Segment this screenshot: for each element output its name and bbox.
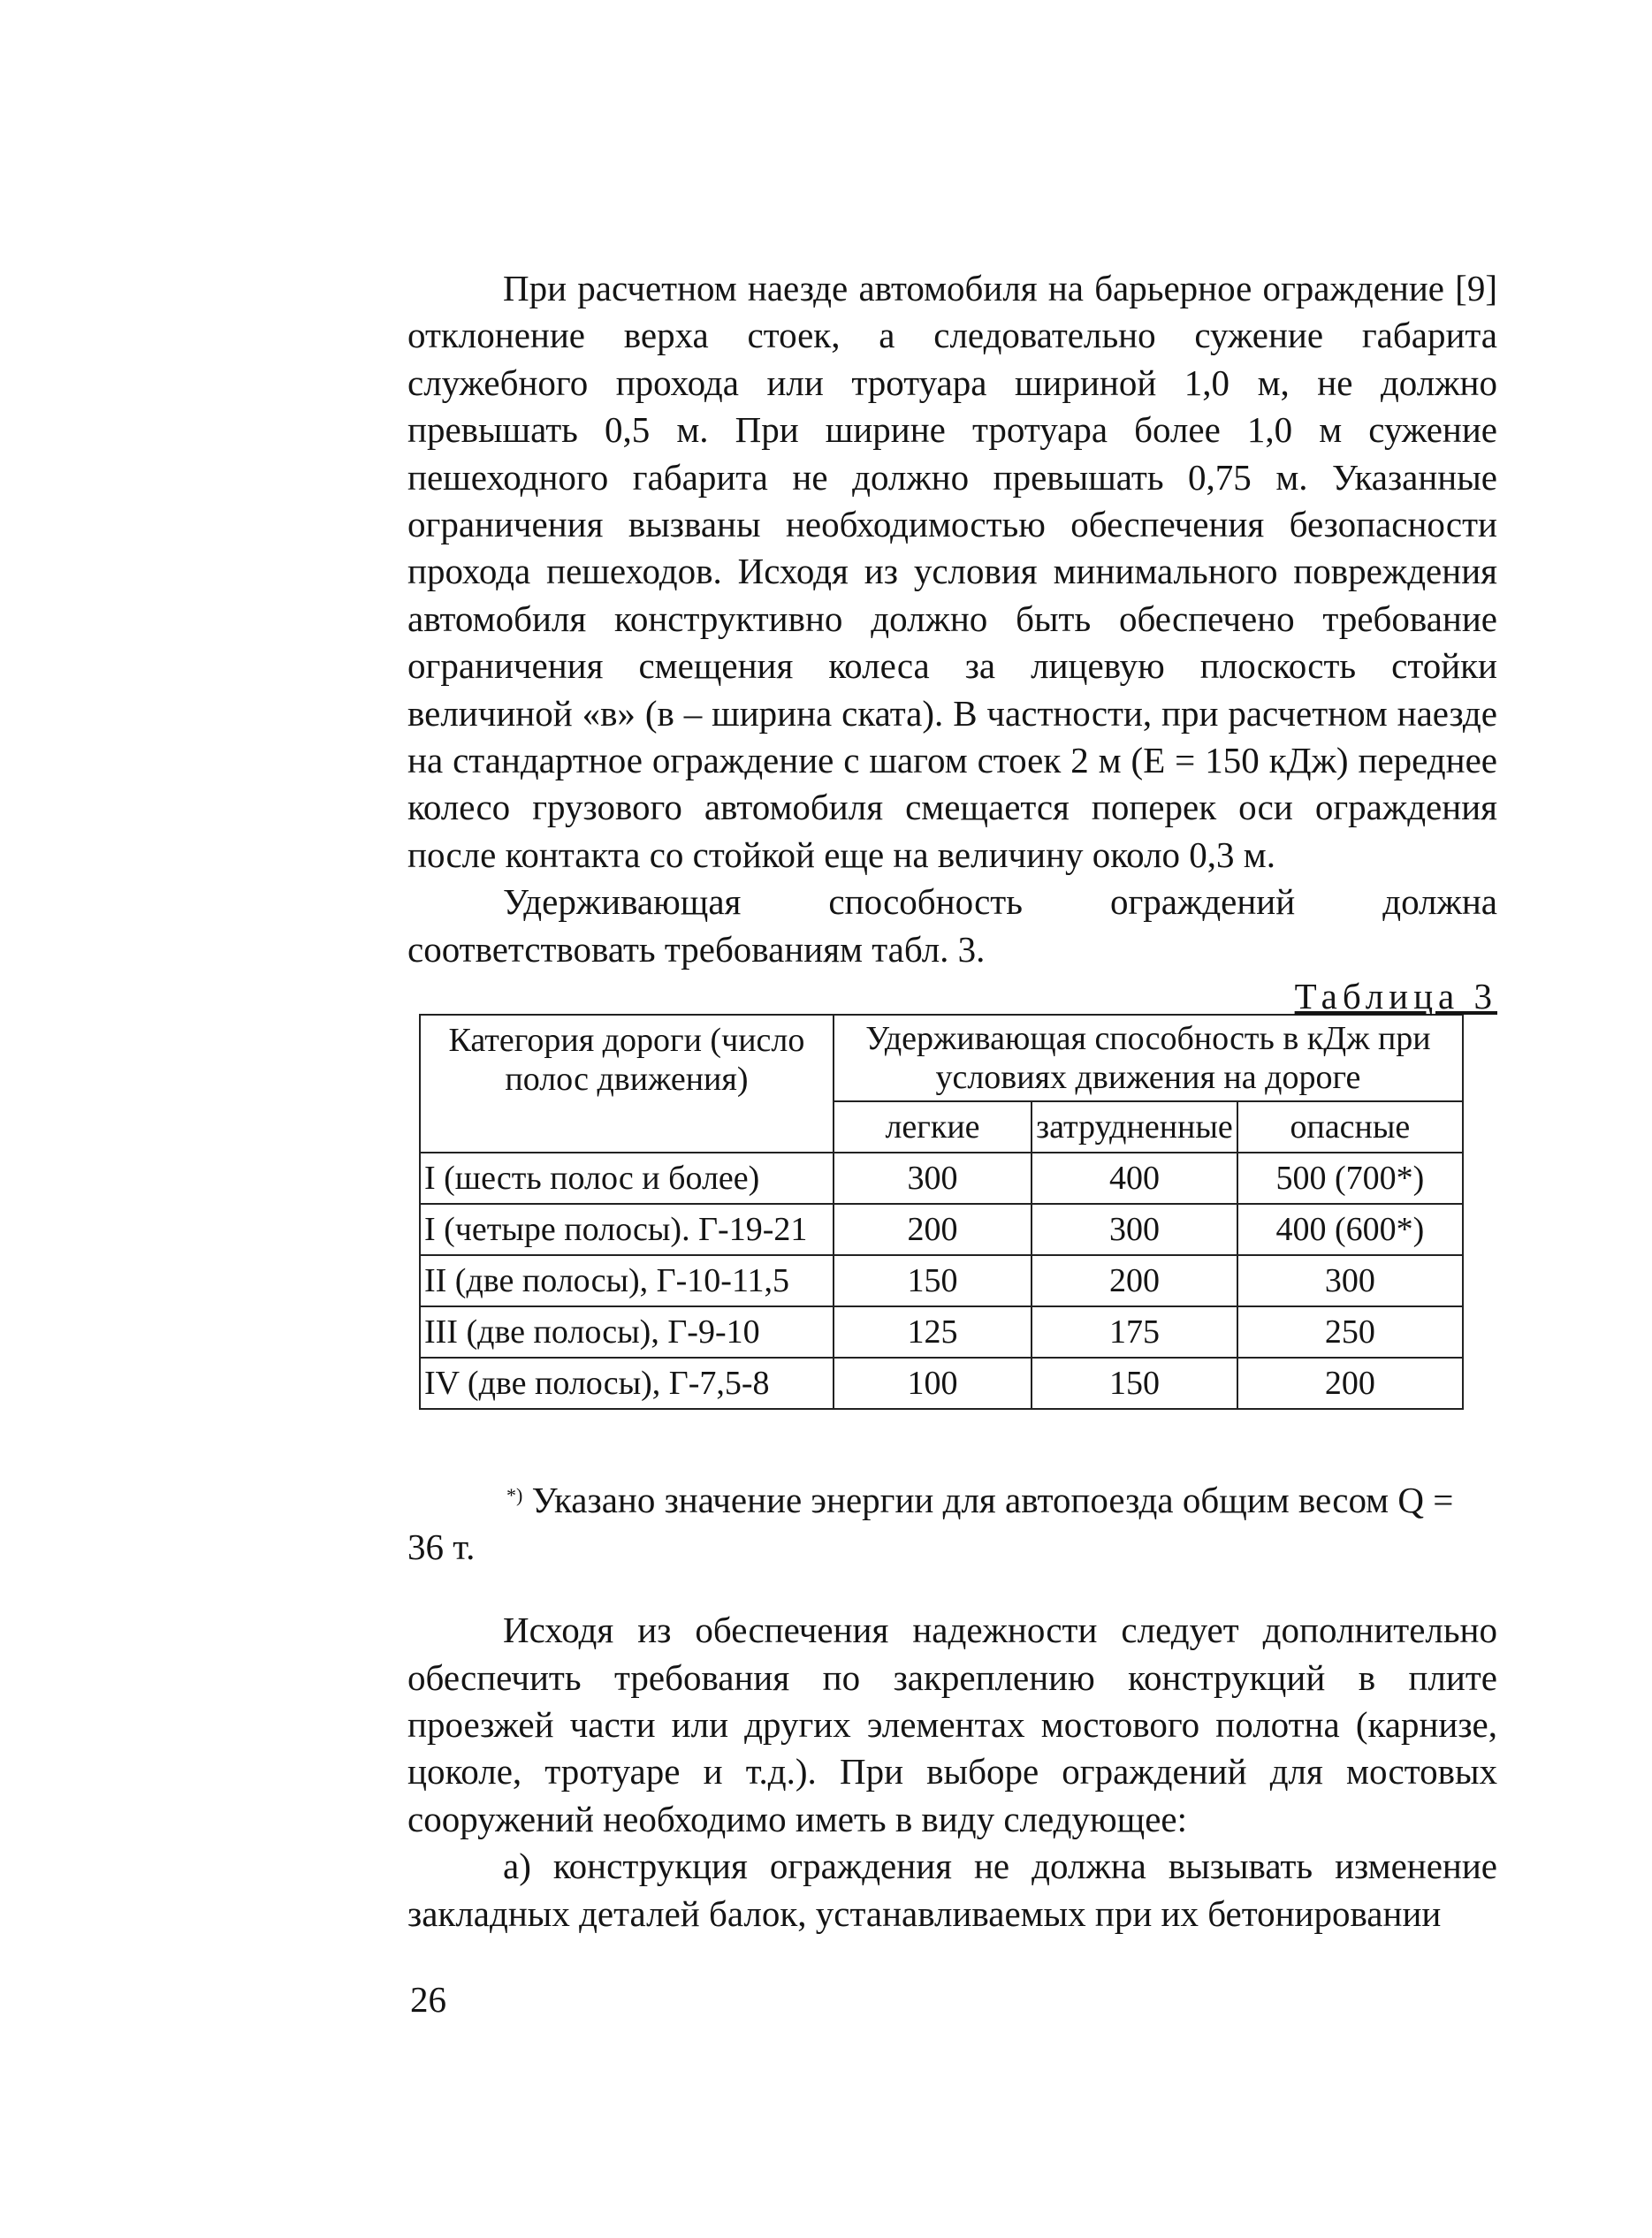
footnote bbox=[407, 1472, 1497, 1571]
paragraph-barrier-deflection: При расчетном наезде автомобиля на барьерное ограждение [9] отклонение верха стоек, а следовательно сужение габарита служебного прохода или тротуара шириной 1,0 м, не должно превышать 0,5 м. При ширине тротуара более 1,0 м сужение пешеходного габарита не должно превышать 0,75 м. Указанные ограничения вызваны необходимостью обеспечения безопасности прохода пешеходов. Исходя из условия минимального повреждения автомобиля конструктивно должно быть обеспечено требование ограничения смещения колеса за лицевую плоскость стойки величиной «в» (в – ширина ската). В частности, при расчетном наезде на стандартное ограждение с шагом стоек 2 м (Е = 150 кДж) переднее колесо грузового автомобиля смещается поперек оси ограждения после контакта со стойкой еще на величину около 0,3 м. bbox=[407, 268, 1497, 875]
subheader-difficult: затрудненные bbox=[1032, 1101, 1237, 1153]
cell-light: 125 bbox=[834, 1306, 1032, 1358]
cell-dangerous: 250 bbox=[1237, 1306, 1463, 1358]
document-page bbox=[407, 265, 1497, 1937]
cell-difficult: 150 bbox=[1032, 1358, 1237, 1409]
cell-difficult: 200 bbox=[1032, 1255, 1237, 1306]
cell-light: 300 bbox=[834, 1153, 1032, 1204]
paragraph-reliability: Исходя из обеспечения надежности следует дополнительно обеспечить требования по закреплению конструкций в плите проезжей части или других элементах мостового полотна (карнизе, цоколе, тротуаре и т.д.). При выборе ограждений для мостовых сооружений необходимо иметь в виду следующее: bbox=[407, 1610, 1497, 1839]
row-category: II (две полосы), Г-10-11,5 bbox=[420, 1255, 834, 1306]
cell-light: 200 bbox=[834, 1204, 1032, 1255]
footnote-marker: *) bbox=[506, 1484, 523, 1507]
table-caption: Таблица 3 bbox=[1294, 976, 1497, 1017]
cell-dangerous: 200 bbox=[1237, 1358, 1463, 1409]
cell-difficult: 175 bbox=[1032, 1306, 1237, 1358]
cell-dangerous: 500 (700*) bbox=[1237, 1153, 1463, 1204]
table-row bbox=[420, 1306, 1463, 1358]
page-number: 26 bbox=[410, 1979, 446, 2020]
table-row bbox=[420, 1204, 1463, 1255]
table-row bbox=[420, 1153, 1463, 1204]
row-category: I (шесть полос и более) bbox=[420, 1153, 834, 1204]
row-category: I (четыре полосы). Г-19-21 bbox=[420, 1204, 834, 1255]
cell-difficult: 400 bbox=[1032, 1153, 1237, 1204]
footnote-text: Указано значение энергии для автопоезда общим весом Q = 36 т. bbox=[407, 1480, 1454, 1568]
cell-dangerous: 400 (600*) bbox=[1237, 1204, 1463, 1255]
cell-dangerous: 300 bbox=[1237, 1255, 1463, 1306]
paragraph-holding-capacity: Удерживающая способность ограждений должна соответствовать требованиям табл. 3. bbox=[407, 881, 1497, 970]
paragraph-item-a: а) конструкция ограждения не должна вызывать изменение закладных деталей балок, устанавливаемых при их бетонировании bbox=[407, 1846, 1497, 1934]
table-header-row bbox=[420, 1015, 1463, 1101]
table-row bbox=[420, 1358, 1463, 1409]
header-capacity: Удерживающая способность в кДж при условиях движения на дороге bbox=[834, 1015, 1463, 1101]
cell-difficult: 300 bbox=[1032, 1204, 1237, 1255]
header-category: Категория дороги (число полос движения) bbox=[420, 1015, 834, 1153]
subheader-light: легкие bbox=[834, 1101, 1032, 1153]
holding-capacity-table bbox=[419, 1014, 1464, 1410]
cell-light: 150 bbox=[834, 1255, 1032, 1306]
table-row bbox=[420, 1255, 1463, 1306]
row-category: III (две полосы), Г-9-10 bbox=[420, 1306, 834, 1358]
cell-light: 100 bbox=[834, 1358, 1032, 1409]
row-category: IV (две полосы), Г-7,5-8 bbox=[420, 1358, 834, 1409]
subheader-dangerous: опасные bbox=[1237, 1101, 1463, 1153]
